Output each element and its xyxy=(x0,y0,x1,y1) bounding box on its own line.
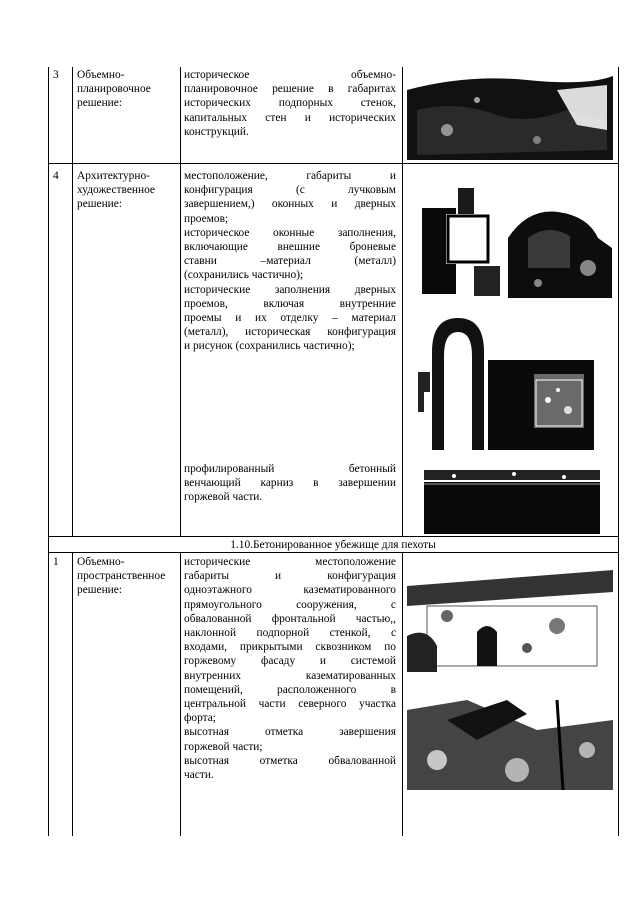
text-line: одноэтажного казематированного xyxy=(184,584,396,597)
photo-shelter-slope xyxy=(407,680,613,790)
text-line: исторические местоположение xyxy=(184,556,396,568)
row-description xyxy=(184,169,396,354)
text-line: решение: xyxy=(77,584,122,597)
text-line: планировочное решение в габаритах xyxy=(184,83,396,96)
text-line: конфигурация (с лучковым xyxy=(184,184,396,197)
text-line: планировочное xyxy=(77,83,151,96)
photo-window-shutter-left xyxy=(418,180,502,298)
text-line: и рисунок (сохранились частично); xyxy=(184,340,355,353)
text-line: исторические заполнения дверных xyxy=(184,283,396,296)
text-line: горжевому фасаду и системой xyxy=(184,655,396,668)
text-line: прямоугольного сооружения, с xyxy=(184,598,396,611)
text-line: проемы и их отделку – материал xyxy=(184,312,396,325)
text-line: центральной части северного участка xyxy=(184,698,396,711)
text-line: исторических подпорных стенок, xyxy=(184,97,396,110)
row-description xyxy=(184,462,396,505)
photo-window-shutter-right xyxy=(508,198,612,298)
text-line: горжевой части; xyxy=(184,740,263,753)
text-line: высотная отметка завершения xyxy=(184,726,396,739)
photo-door-interior xyxy=(488,360,594,450)
text-line: венчающий карниз в завершении xyxy=(184,477,396,490)
row-number: 1 xyxy=(53,556,59,568)
row-element-name xyxy=(77,68,177,111)
text-line: форта; xyxy=(184,712,216,725)
text-line: входами, прикрытыми сквозником по xyxy=(184,641,396,654)
row-element-name xyxy=(77,169,177,212)
text-line: Архитектурно- xyxy=(77,170,150,182)
photo-shelter-facade xyxy=(407,566,613,672)
text-line: историческое оконные заполнения, xyxy=(184,226,396,239)
section-title: 1.10.Бетонированное убежище для пехоты xyxy=(230,539,436,551)
text-line: части. xyxy=(184,769,214,782)
text-line: (металл), историческая конфигурация xyxy=(184,326,396,339)
text-line: обвалованной фронтальной частью,, xyxy=(184,612,396,625)
row-number: 3 xyxy=(53,69,59,81)
text-line: высотная отметка обвалованной xyxy=(184,754,396,767)
text-line: внутренних казематированных xyxy=(184,669,396,682)
text-line: пространственное xyxy=(77,570,166,583)
text-line: капитальных стен и исторических xyxy=(184,111,396,124)
text-line: включающие внешние броневые xyxy=(184,241,396,254)
text-line: проемов; xyxy=(184,212,229,225)
row-description xyxy=(184,555,396,782)
text-line: наклонной подпорной стенкой, с xyxy=(184,627,396,640)
text-line: завершением,) оконных и дверных xyxy=(184,198,396,211)
text-line: историческое объемно- xyxy=(184,69,396,81)
photo-cornice xyxy=(424,462,600,534)
photo-vault-interior xyxy=(407,70,613,160)
text-line: профилированный бетонный xyxy=(184,463,396,475)
text-line: решение: xyxy=(77,198,122,211)
photo-door-arch xyxy=(418,312,488,450)
text-line: (сохранились частично); xyxy=(184,269,304,282)
row-number: 4 xyxy=(53,170,59,182)
text-line: ставни –материал (металл) xyxy=(184,255,396,268)
text-line: художественное xyxy=(77,184,155,197)
text-line: горжевой части. xyxy=(184,491,263,504)
row-element-name xyxy=(77,555,177,598)
text-line: габариты и конфигурация xyxy=(184,570,396,583)
text-line: помещений, расположенного в xyxy=(184,683,396,696)
text-line: Объемно- xyxy=(77,556,125,568)
text-line: проемов, включая внутренние xyxy=(184,297,396,310)
text-line: решение: xyxy=(77,97,122,110)
text-line: Объемно- xyxy=(77,69,125,81)
text-line: местоположение, габариты и xyxy=(184,170,396,182)
text-line: конструкций. xyxy=(184,125,249,138)
row-description xyxy=(184,68,396,139)
